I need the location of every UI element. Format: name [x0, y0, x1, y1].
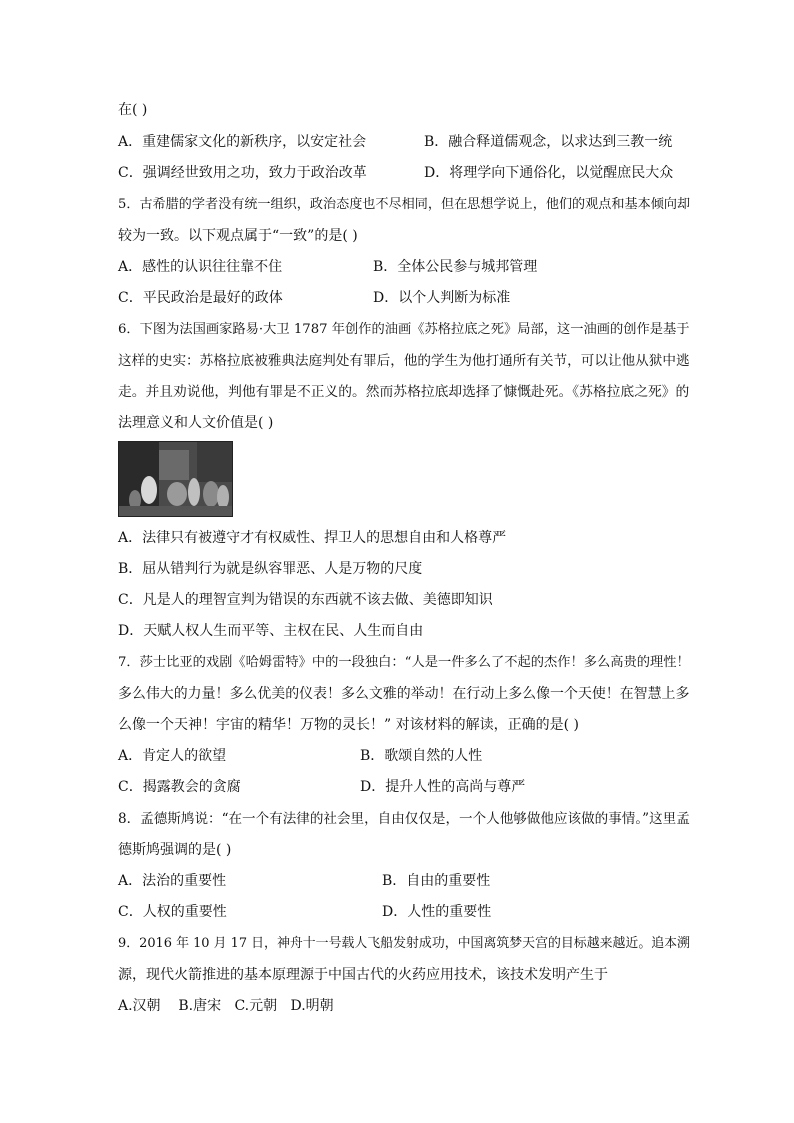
q5-option-d: D．以个人判断为标准 — [373, 290, 511, 306]
q4-option-b: B．融合释道儒观念，以求达到三教一统 — [424, 134, 673, 150]
q8-option-b: B．自由的重要性 — [382, 873, 491, 889]
q5-stem-line-1: 5．古希腊的学者没有统一组织，政治态度也不尽相同，但在思想学说上，他们的观点和基本倾向却 — [118, 197, 691, 212]
q9-stem-line-1: 9．2016 年 10 月 17 日，神舟十一号载人飞船发射成功，中国离筑梦天宫的目标越来越近。追本溯 — [118, 936, 690, 951]
q6-stem-line-3: 走。并且劝说他，判他有罪是不正义的。然而苏格拉底却选择了慷慨赴死。《苏格拉底之死》的 — [118, 384, 690, 400]
q6-option-d: D．天赋人权人生而平等、主权在民、人生而自由 — [118, 623, 424, 639]
q7-option-c: C．揭露教会的贪腐 — [118, 779, 241, 795]
death-of-socrates-painting — [118, 441, 233, 517]
q8-option-d: D．人性的重要性 — [382, 904, 492, 920]
q4-option-c: C．强调经世致用之功，致力于政治改革 — [118, 165, 367, 181]
q8-option-c: C．人权的重要性 — [118, 904, 227, 920]
q8-stem-line-2: 德斯鸠强调的是( ) — [118, 842, 232, 858]
q7-option-d: D．提升人性的高尚与尊严 — [360, 779, 526, 795]
q5-stem-line-2: 较为一致。以下观点属于“一致”的是( ) — [118, 228, 358, 244]
q9-options: A.汉朝 B.唐宋 C.元朝 D.明朝 — [118, 998, 334, 1014]
q6-stem-line-1: 6．下图为法国画家路易·大卫 1787 年创作的油画《苏格拉底之死》局部，这一油画的创作是基于 — [118, 322, 690, 337]
q6-stem-line-2: 这样的史实：苏格拉底被雅典法庭判处有罪后，他的学生为他打通所有关节，可以让他从狱中逃 — [118, 353, 690, 369]
q6-option-a: A．法律只有被遵守才有权威性、捍卫人的思想自由和人格尊严 — [118, 530, 507, 546]
q7-option-a: A．肯定人的欲望 — [118, 748, 227, 764]
q4-option-d: D．将理学向下通俗化，以觉醒庶民大众 — [424, 165, 674, 181]
q9-stem-line-2: 源，现代火箭推进的基本原理源于中国古代的火药应用技术，该技术发明产生于 — [118, 967, 608, 983]
q7-option-b: B．歌颂自然的人性 — [360, 748, 483, 764]
q5-option-c: C．平民政治是最好的政体 — [118, 290, 283, 306]
q8-option-a: A．法治的重要性 — [118, 873, 227, 889]
q4-option-a: A．重建儒家文化的新秩序，以安定社会 — [118, 134, 367, 150]
q5-option-b: B．全体公民参与城邦管理 — [373, 259, 538, 275]
painting-illustration — [119, 442, 232, 516]
q5-option-a: A．感性的认识往往靠不住 — [118, 259, 283, 275]
q7-stem-line-2: 多么伟大的力量！多么优美的仪表！多么文雅的举动！在行动上多么像一个天使！在智慧上多 — [118, 686, 690, 702]
q6-option-b: B．屈从错判行为就是纵容罪恶、人是万物的尺度 — [118, 561, 423, 577]
q7-stem-line-3: 么像一个天神！宇宙的精华！万物的灵长！” 对该材料的解读，正确的是( ) — [118, 717, 579, 733]
q6-option-c: C．凡是人的理智宣判为错误的东西就不该去做、美德即知识 — [118, 592, 493, 608]
q6-stem-line-4: 法理意义和人文价值是( ) — [118, 415, 274, 431]
q7-stem-line-1: 7．莎士比亚的戏剧《哈姆雷特》中的一段独白：“人是一件多么了不起的杰作！多么高贵的理性！ — [118, 655, 690, 670]
q8-stem-line-1: 8．孟德斯鸠说：“在一个有法律的社会里，自由仅仅是，一个人他够做他应该做的事情。”这里孟 — [118, 811, 690, 827]
q4-stem-tail: 在( ) — [118, 102, 148, 118]
